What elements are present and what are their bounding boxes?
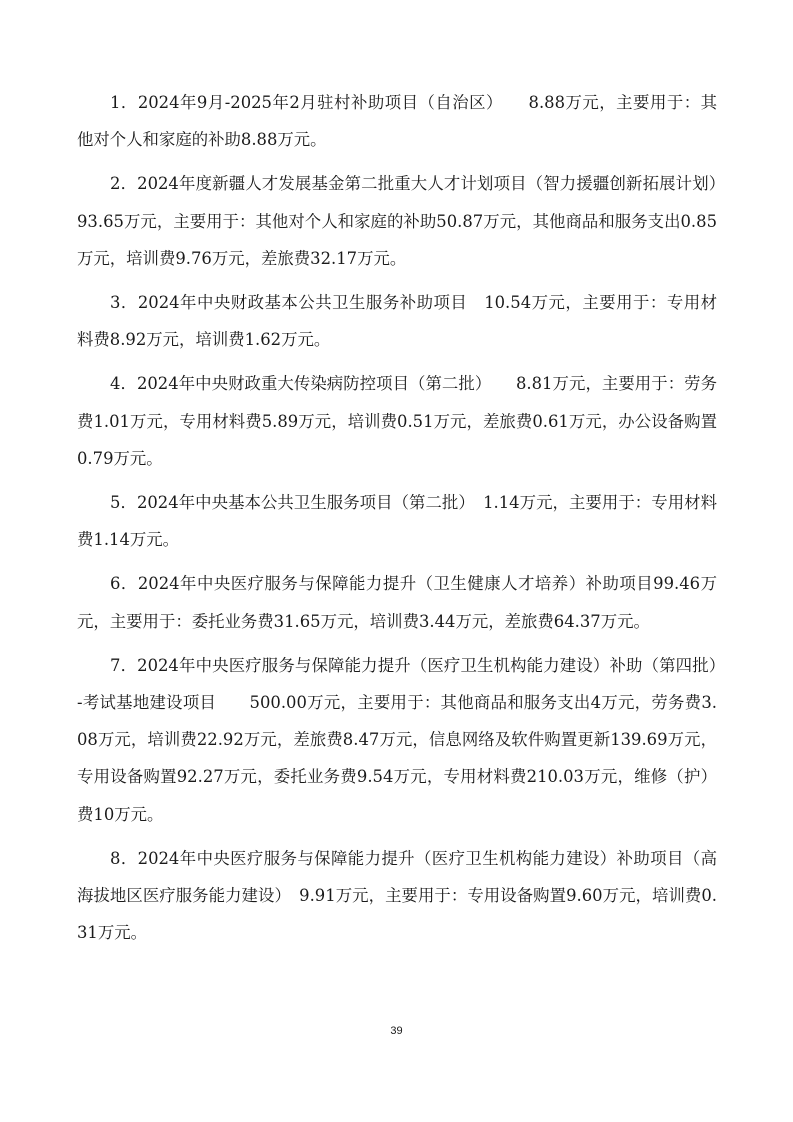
paragraph-item-6: 6．2024年中央医疗服务与保障能力提升（卫生健康人才培养）补助项目99.46万元，主要用于：委托业务费31.65万元，培训费3.44万元，差旅费64.37万元。	[77, 574, 717, 631]
paragraph-item-8: 8．2024年中央医疗服务与保障能力提升（医疗卫生机构能力建设）补助项目（高海拔地区医疗服务能力建设） 9.91万元，主要用于：专用设备购置9.60万元，培训费0.31万元。	[77, 848, 717, 943]
paragraph-item-5: 5．2024年中央基本公共卫生服务项目（第二批） 1.14万元，主要用于：专用材料费1.14万元。	[77, 493, 717, 550]
paragraph-item-4: 4．2024年中央财政重大传染病防控项目（第二批） 8.81万元，主要用于：劳务费1.01万元，专用材料费5.89万元，培训费0.51万元，差旅费0.61万元，办公设备购置0.79万元。	[77, 374, 717, 468]
paragraph-item-7: 7．2024年中央医疗服务与保障能力提升（医疗卫生机构能力建设）补助（第四批）-考试基地建设项目 500.00万元，主要用于：其他商品和服务支出4万元，劳务费3.08万元，培训费22.92万元，差旅费8.47万元，信息网络及软件购置更新139.69万元，专用设备购置92.27万元，委托业务费9.54万元，专用材料费210.03万元，维修（护）费10万元。	[77, 655, 717, 824]
paragraph-item-3: 3．2024年中央财政基本公共卫生服务补助项目 10.54万元，主要用于：专用材料费8.92万元，培训费1.62万元。	[77, 293, 717, 350]
document-body	[77, 84, 750, 958]
page-number: 39	[390, 1025, 403, 1037]
paragraph-item-2: 2．2024年度新疆人才发展基金第二批重大人才计划项目（智力援疆创新拓展计划） 93.65万元，主要用于：其他对个人和家庭的补助50.87万元，其他商品和服务支出0.85万元，培训费9.76万元，差旅费32.17万元。	[77, 174, 750, 268]
paragraph-item-1: 1．2024年9月-2025年2月驻村补助项目（自治区） 8.88万元，主要用于：其他对个人和家庭的补助8.88万元。	[77, 93, 717, 150]
